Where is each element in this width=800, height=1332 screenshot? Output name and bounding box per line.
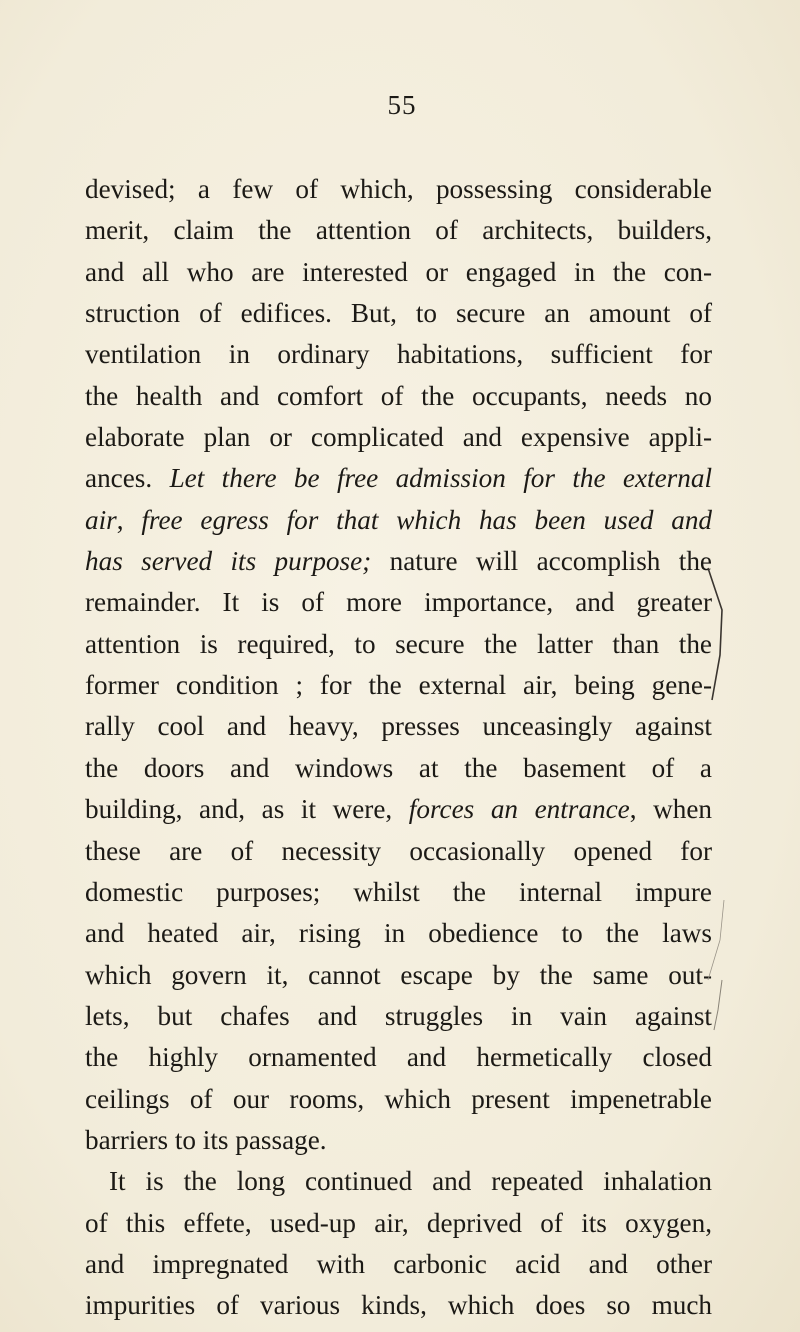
text-line [85, 872, 712, 913]
text-line [85, 1285, 712, 1326]
text-segment: building, and, as it were, [85, 794, 409, 825]
text-segment: ances. [85, 463, 170, 494]
text-segment: struction of edifices. But, to secure an amount of [85, 298, 712, 329]
text-segment: nature will accomplish the [371, 546, 712, 577]
text-line [85, 1161, 712, 1202]
text-line [85, 748, 712, 789]
italic-text: air [85, 504, 117, 535]
text-segment: devised; a few of which, possessing considerable [85, 174, 712, 204]
text-line [85, 417, 712, 458]
text-segment: and heated air, rising in obedience to the laws [85, 918, 712, 949]
text-segment: the doors and windows at the basement of a [85, 752, 712, 783]
text-line [85, 334, 712, 375]
text-line [85, 541, 712, 582]
text-segment: , [116, 504, 142, 535]
pencil-bracket-lower [714, 980, 722, 1030]
text-segment: impurities of various kinds, which does so much [85, 1290, 712, 1321]
text-line [85, 582, 712, 623]
text-segment: which govern it, cannot escape by the same out- [85, 959, 712, 990]
text-segment: It is the long continued and repeated inhalation [109, 1166, 712, 1197]
text-line [85, 789, 712, 830]
text-line [85, 831, 712, 872]
margin-pencil-mark [700, 560, 740, 1040]
text-segment: attention is required, to secure the latter than the [85, 628, 712, 659]
page-number: 55 [387, 90, 417, 120]
text-segment: remainder. It is of more importance, and greater [85, 587, 712, 618]
text-segment: domestic purposes; whilst the internal impure [85, 876, 712, 907]
text-line [85, 996, 712, 1037]
text-line [85, 458, 712, 499]
italic-text: Let there be free admission for the external [169, 463, 712, 494]
text-line [85, 1037, 712, 1078]
italic-text: free egress for that which has been used and [141, 504, 713, 535]
text-segment: barriers to its passage. [85, 1124, 327, 1155]
text-segment: these are of necessity occasionally opened for [85, 835, 712, 866]
text-line [85, 169, 712, 210]
text-segment: ventilation in ordinary habitations, sufficient for [85, 339, 712, 370]
text-segment: the health and comfort of the occupants, needs no [85, 380, 712, 411]
text-segment: and all who are interested or engaged in the con- [85, 256, 712, 287]
text-segment: the highly ornamented and hermetically closed [85, 1042, 712, 1073]
text-line [85, 500, 712, 541]
text-segment: elaborate plan or complicated and expensive appli- [85, 422, 712, 453]
text-line [85, 624, 712, 665]
text-line [85, 1079, 712, 1120]
text-line [85, 955, 712, 996]
text-segment: merit, claim the attention of architects, builders, [85, 215, 712, 246]
text-line [85, 293, 712, 334]
text-line [85, 376, 712, 417]
text-line [85, 210, 712, 251]
text-line [85, 1203, 712, 1244]
text-segment: ceilings of our rooms, which present impenetrable [85, 1083, 712, 1114]
paragraph-1 [85, 169, 712, 1161]
pencil-trace [708, 900, 724, 980]
text-segment: , when [629, 794, 712, 825]
paragraph-2 [85, 1161, 712, 1326]
text-segment: of this effete, used-up air, deprived of its oxygen, [85, 1207, 712, 1238]
text-segment: and impregnated with carbonic acid and other [85, 1248, 712, 1279]
text-line [85, 252, 712, 293]
italic-text: forces an entrance [408, 794, 630, 825]
pencil-bracket-upper [708, 568, 722, 700]
text-line [85, 1120, 712, 1161]
text-segment: rally cool and heavy, presses unceasingly against [85, 711, 712, 742]
text-line [85, 706, 712, 747]
text-line [85, 913, 712, 954]
body-text [85, 169, 712, 1327]
text-line [85, 665, 712, 706]
italic-text: has served its purpose; [85, 546, 372, 577]
text-segment: former condition ; for the external air, being gene- [85, 670, 712, 701]
text-segment: lets, but chafes and struggles in vain against [85, 1000, 712, 1031]
text-line [85, 1244, 712, 1285]
